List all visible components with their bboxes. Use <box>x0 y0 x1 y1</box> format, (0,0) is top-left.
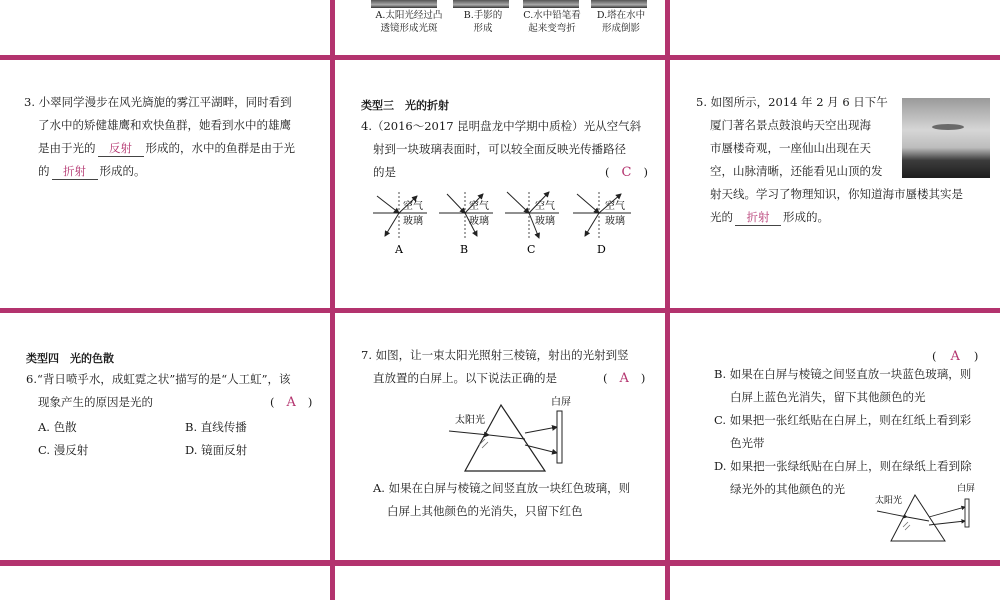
air-label-c: 空气 <box>535 201 555 212</box>
q7c-answer-bracket: ( A ) <box>932 349 979 364</box>
photo-d <box>591 0 647 8</box>
air-label-b: 空气 <box>469 201 489 212</box>
q3-line-2: 了水中的矫健雄鹰和欢快鱼群，她看到水中的雄鹰 <box>38 118 291 132</box>
label-a: A <box>395 243 403 256</box>
q3-line-3: 是由于光的 反射 形成的，水中的鱼群是由于光 <box>38 141 295 155</box>
q7-option-b-line-2: 白屏上蓝色光消失，留下其他颜色的光 <box>730 390 926 404</box>
card-question-6 <box>0 313 330 560</box>
caption-a: A.太阳光经过凸 透镜形成光斑 <box>375 10 443 34</box>
q7c-answer: A <box>950 349 960 364</box>
q4-line-3: 的是 <box>373 165 396 179</box>
q5-line-1: 5. 如图所示，2014 年 2 月 6 日下午 <box>696 95 888 109</box>
q6-option-a[interactable]: A. 色散 <box>38 420 77 434</box>
glass-label-a: 玻璃 <box>403 216 423 227</box>
q4-answer: C <box>621 165 632 180</box>
label-c: C <box>527 243 536 256</box>
q7-option-a-line-1[interactable]: A. 如果在白屏与棱镜之间竖直放一块红色玻璃，则 <box>373 481 631 495</box>
q5-line-3: 市蜃楼奇观，一座仙山出现在天 <box>710 141 871 155</box>
card-question-3 <box>0 60 330 308</box>
refraction-diagrams <box>335 180 665 270</box>
caption-c: C.水中铅笔看 起来变弯折 <box>523 10 581 34</box>
photo-b <box>453 0 509 8</box>
q7-option-d-line-1[interactable]: D. 如果把一张绿纸贴在白屏上，则在绿纸上看到除 <box>714 459 972 473</box>
q7-screen-label: 白屏 <box>551 397 571 408</box>
card-bottom-left <box>0 566 330 600</box>
q7-sun-label: 太阳光 <box>455 415 485 426</box>
caption-b: B.手影的 形成 <box>463 10 503 34</box>
card-top-right <box>670 0 1000 55</box>
card-bottom-right <box>670 566 1000 600</box>
q6-option-d[interactable]: D. 镜面反射 <box>185 443 248 457</box>
section-heading-refraction: 类型三 光的折射 <box>361 99 449 112</box>
glass-label-c: 玻璃 <box>535 216 555 227</box>
q5-line-4: 空，山脉清晰，还能看见山顶的发 <box>710 164 883 178</box>
q6-answer-bracket: ( A ) <box>270 395 313 410</box>
prism-diagram <box>445 393 645 483</box>
q7-option-a-line-2: 白屏上其他颜色的光消失，只留下红色 <box>387 504 583 518</box>
q6-line-1: 6.“背日喷乎水，成虹霓之状”描写的是“人工虹”，该 <box>26 372 291 386</box>
photo-a <box>371 0 437 8</box>
q4-line-2: 射到一块玻璃表面时，可以较全面反映光传播路径 <box>373 142 626 156</box>
diagram-a <box>373 192 427 256</box>
card-question-4 <box>335 60 665 308</box>
card-top-middle <box>335 0 665 55</box>
q5-line-5: 射天线。学习了物理知识，你知道海市蜃楼其实是 <box>710 187 963 201</box>
label-b: B <box>460 243 469 256</box>
card-top-left <box>0 0 330 55</box>
q3-line-1: 3. 小翠同学漫步在风光旖旎的雾江平湖畔，同时看到 <box>24 95 292 109</box>
q4-line-1: 4.（2016～2017 昆明盘龙中学期中质检）光从空气斜 <box>361 119 642 133</box>
q5-line-6: 光的 折射 形成的。 <box>710 210 829 224</box>
q7c-sun-label: 太阳光 <box>875 496 903 506</box>
label-d: D <box>597 243 606 256</box>
card-bottom-middle <box>335 566 665 600</box>
q7-answer: A <box>619 371 629 386</box>
diagram-d <box>573 192 631 256</box>
diagram-c <box>505 192 559 256</box>
q7c-screen-label: 白屏 <box>957 484 976 494</box>
q7-option-b-line-1[interactable]: B. 如果在白屏与棱镜之间竖直放一块蓝色玻璃，则 <box>714 367 972 381</box>
q3-answer-2: 折射 <box>52 163 98 180</box>
photo-c <box>523 0 579 8</box>
card-question-7 <box>335 313 665 560</box>
q5-answer: 折射 <box>735 209 781 226</box>
glass-label-b: 玻璃 <box>469 216 489 227</box>
air-label-d: 空气 <box>605 201 625 212</box>
q7-option-c-line-2: 色光带 <box>730 436 765 450</box>
q7-line-1: 7. 如图，让一束太阳光照射三棱镜，射出的光射到竖 <box>361 348 629 362</box>
q4-answer-bracket: ( C ) <box>605 165 648 180</box>
diagram-b <box>439 192 493 256</box>
q7-option-d-line-2: 绿光外的其他颜色的光 <box>730 482 845 496</box>
card-question-5 <box>670 60 1000 308</box>
air-label-a: 空气 <box>403 201 423 212</box>
q6-option-b[interactable]: B. 直线传播 <box>185 420 247 434</box>
glass-label-d: 玻璃 <box>605 216 625 227</box>
q6-line-2: 现象产生的原因是光的 <box>38 395 153 409</box>
q7-option-c-line-1[interactable]: C. 如果把一张红纸贴在白屏上，则在红纸上看到彩 <box>714 413 972 427</box>
q7-line-2: 直放置的白屏上。以下说法正确的是 <box>373 371 557 385</box>
section-heading-dispersion: 类型四 光的色散 <box>26 352 114 365</box>
q6-option-c[interactable]: C. 漫反射 <box>38 443 89 457</box>
card-question-7-continued <box>670 313 1000 560</box>
q3-answer-1: 反射 <box>98 140 144 157</box>
caption-d: D.塔在水中 形成倒影 <box>596 10 646 34</box>
mirage-photo <box>902 98 990 178</box>
q7-answer-bracket: ( A ) <box>603 371 646 386</box>
prism-diagram-small <box>875 473 995 553</box>
q5-line-2: 厦门著名景点鼓浪屿天空出现海 <box>710 118 871 132</box>
q3-line-4: 的 折射 形成的。 <box>38 164 146 178</box>
q6-answer: A <box>286 395 296 410</box>
